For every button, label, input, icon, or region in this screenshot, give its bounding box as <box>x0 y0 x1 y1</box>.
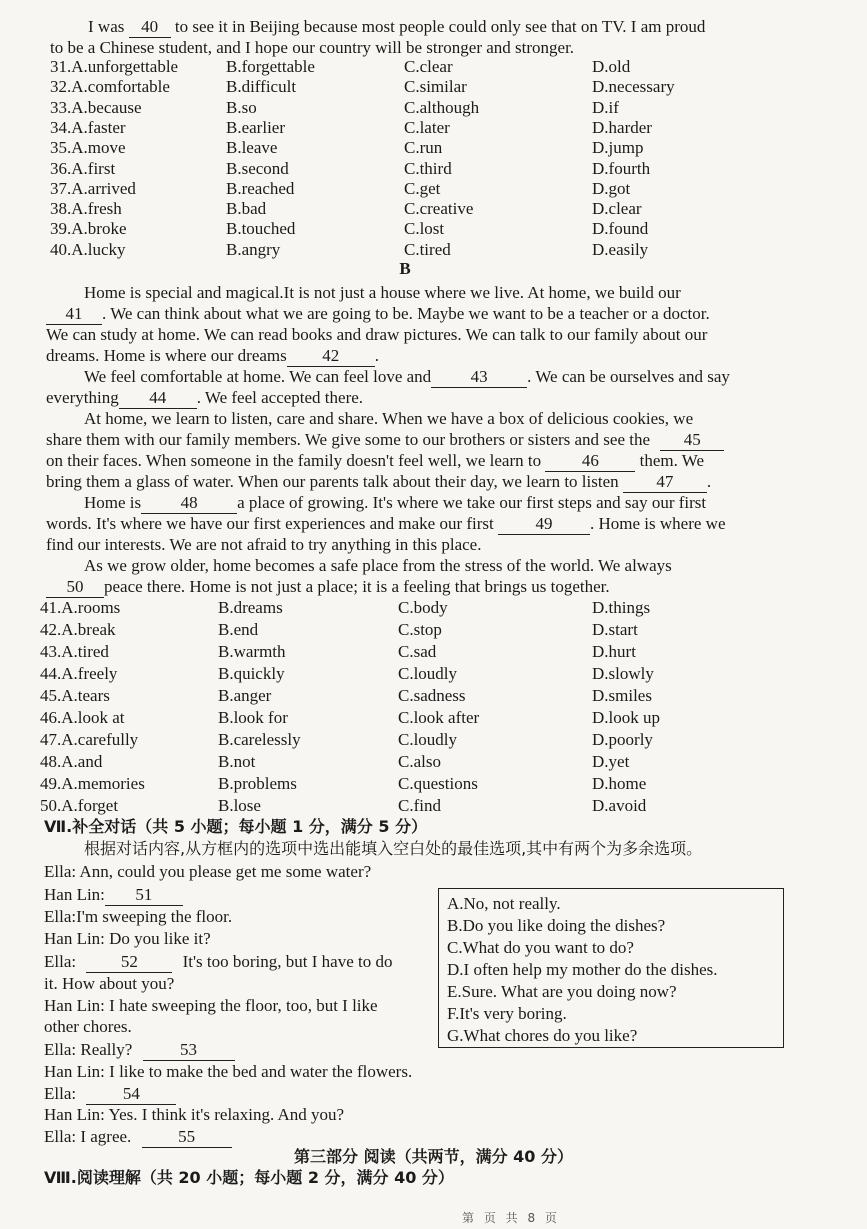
blank-53: 53 <box>143 1039 235 1061</box>
option-a: 46.A.look at <box>40 708 125 727</box>
option-c: C.similar <box>404 77 467 97</box>
option-b: B.so <box>226 97 257 117</box>
dialogue-line: other chores. <box>44 1017 132 1036</box>
dialogue-line <box>44 1039 235 1061</box>
passage-line: Home is special and magical.It is not just a house where we live. At home, we build our <box>84 283 681 302</box>
blank-54: 54 <box>86 1083 176 1105</box>
text: dreams. Home is where our dreams <box>46 346 287 365</box>
text: Ella: <box>44 952 77 971</box>
option-a: 40.A.lucky <box>50 239 126 259</box>
text: a place of growing. It's where we take our first steps and say our first <box>237 493 707 512</box>
option-d: D.poorly <box>592 730 653 749</box>
text: share them with our family members. We give some to our brothers or sisters and see the <box>46 430 651 449</box>
option-d: D.old <box>592 57 631 76</box>
option-c: C.find <box>398 796 441 815</box>
option-row <box>0 707 867 728</box>
box-option-e: E.Sure. What are you doing now? <box>447 982 677 1001</box>
option-b: B.dreams <box>218 598 283 617</box>
option-d: D.if <box>592 97 619 117</box>
text: Ella: Really? <box>44 1040 133 1059</box>
option-b: B.touched <box>226 219 296 239</box>
option-row <box>0 76 867 97</box>
text: I was <box>88 17 125 36</box>
option-d: D.smiles <box>592 686 652 705</box>
option-a: 37.A.arrived <box>50 178 136 198</box>
blank-43: 43 <box>431 366 527 388</box>
option-b: B.end <box>218 620 259 639</box>
blank-48: 48 <box>141 492 237 514</box>
box-option-d: D.I often help my mother do the dishes. <box>447 960 718 979</box>
dialogue-line <box>44 1126 232 1148</box>
text: . We feel accepted there. <box>196 388 364 407</box>
option-c: C.body <box>398 598 448 617</box>
option-b: B.quickly <box>218 664 285 683</box>
option-a: 33.A.because <box>50 97 142 117</box>
passage-line <box>46 513 726 535</box>
text: Ella: <box>44 1084 77 1103</box>
text: to see it in Beijing because most people could only see that on TV. I am proud <box>174 17 706 36</box>
passage-line: As we grow older, home becomes a safe place from the stress of the world. We always <box>84 556 672 575</box>
text: . Home is where we <box>590 514 726 533</box>
option-a: 43.A.tired <box>40 642 109 661</box>
dialogue-line: it. How about you? <box>44 974 175 993</box>
section-b-label: B <box>399 259 411 278</box>
blank-42: 42 <box>287 345 375 367</box>
option-row <box>0 218 867 239</box>
option-c: C.sadness <box>398 686 466 705</box>
option-row <box>0 597 867 618</box>
option-b: B.difficult <box>226 77 297 97</box>
option-a: 41.A.rooms <box>40 598 121 617</box>
passage-line: We can study at home. We can read books and draw pictures. We can talk to our family about our <box>46 325 708 344</box>
option-d: D.home <box>592 774 647 793</box>
option-d: D.look up <box>592 708 660 727</box>
option-c: C.stop <box>398 620 442 639</box>
option-d: D.found <box>592 219 649 239</box>
option-d: D.slowly <box>592 664 654 683</box>
text: . <box>706 472 712 491</box>
option-c: C.get <box>404 178 441 198</box>
option-a: 39.A.broke <box>50 219 127 239</box>
option-c: C.look after <box>398 708 480 727</box>
text: Home is <box>84 493 142 512</box>
dialogue-line: Han Lin: I like to make the bed and water the flowers. <box>44 1062 413 1081</box>
option-row <box>0 239 867 260</box>
dialogue-line: Han Lin: I hate sweeping the floor, too, but I like <box>44 996 378 1015</box>
box-option-f: F.It's very boring. <box>447 1004 567 1023</box>
blank-52: 52 <box>86 951 172 973</box>
option-d: D.clear <box>592 199 642 219</box>
text: them. We <box>639 451 705 470</box>
option-b: B.bad <box>226 199 267 219</box>
dialogue-line: Han Lin: Yes. I think it's relaxing. And you? <box>44 1105 345 1124</box>
text: Han Lin: <box>44 885 105 904</box>
option-a: 32.A.comfortable <box>50 77 170 97</box>
blank-55: 55 <box>142 1126 232 1148</box>
passage-line <box>84 366 730 388</box>
text: . <box>374 346 380 365</box>
option-row <box>0 729 867 750</box>
option-row <box>0 663 867 684</box>
option-b: B.carelessly <box>218 730 301 749</box>
option-a: 34.A.faster <box>50 117 126 137</box>
text: bring them a glass of water. When our parents talk about their day, we learn to listen <box>46 472 619 491</box>
part3-heading: 第三部分 阅读（共两节，满分 40 分） <box>294 1147 573 1166</box>
option-b: B.leave <box>226 138 278 158</box>
option-b: B.angry <box>226 239 281 259</box>
passage-line <box>46 345 379 367</box>
option-b: B.problems <box>218 774 297 793</box>
passage-line <box>46 429 724 451</box>
option-a: 45.A.tears <box>40 686 110 705</box>
option-row <box>0 158 867 179</box>
option-a: 44.A.freely <box>40 664 118 683</box>
option-row <box>0 178 867 199</box>
option-c: C.loudly <box>398 664 458 683</box>
blank-46: 46 <box>545 450 635 472</box>
text: . We can think about what we are going to be. Maybe we want to be a teacher or a doctor. <box>102 304 710 323</box>
passage-line <box>46 303 710 325</box>
option-b: B.earlier <box>226 117 285 137</box>
option-c: C.clear <box>404 57 453 76</box>
dialogue-line <box>44 951 392 973</box>
option-row <box>0 751 867 772</box>
option-b: B.not <box>218 752 256 771</box>
option-row <box>0 137 867 158</box>
text: words. It's where we have our first experiences and make our first <box>46 514 494 533</box>
option-d: D.jump <box>592 138 644 158</box>
option-b: B.reached <box>226 178 295 198</box>
blank-45: 45 <box>660 429 724 451</box>
option-d: D.fourth <box>592 158 651 178</box>
text: We feel comfortable at home. We can feel love and <box>84 367 432 386</box>
option-a: 38.A.fresh <box>50 199 122 219</box>
box-option-g: G.What chores do you like? <box>447 1026 638 1045</box>
section7-instruction: 根据对话内容,从方框内的选项中选出能填入空白处的最佳选项,其中有两个为多余选项。 <box>84 839 703 858</box>
passage-line <box>46 471 711 493</box>
option-row <box>0 641 867 662</box>
top-line-2: to be a Chinese student, and I hope our country will be stronger and stronger. <box>50 38 575 57</box>
dialogue-line: Han Lin: Do you like it? <box>44 929 211 948</box>
option-d: D.start <box>592 620 638 639</box>
section7-heading: Ⅶ.补全对话（共 5 小题；每小题 1 分，满分 5 分） <box>44 817 428 836</box>
option-b: B.lose <box>218 796 261 815</box>
option-row <box>0 795 867 816</box>
option-a: 31.A.unforgettable <box>50 57 179 76</box>
option-d: D.harder <box>592 117 652 137</box>
blank-41: 41 <box>46 303 102 325</box>
passage-line <box>84 492 706 514</box>
passage-line <box>46 387 363 409</box>
option-d: D.yet <box>592 752 630 771</box>
options-box <box>438 888 784 1048</box>
option-a: 42.A.break <box>40 620 116 639</box>
text: Ella: I agree. <box>44 1127 132 1146</box>
blank-50: 50 <box>46 576 104 598</box>
option-b: B.forgettable <box>226 57 315 76</box>
option-d: D.things <box>592 598 651 617</box>
blank-47: 47 <box>623 471 707 493</box>
passage-line <box>46 576 610 598</box>
passage-line <box>46 450 704 472</box>
text: on their faces. When someone in the family doesn't feel well, we learn to <box>46 451 542 470</box>
option-c: C.tired <box>404 239 451 259</box>
option-row <box>0 56 867 77</box>
text: It's too boring, but I have to do <box>182 952 393 971</box>
option-c: C.third <box>404 158 452 178</box>
option-a: 48.A.and <box>40 752 103 771</box>
option-row <box>0 198 867 219</box>
option-a: 49.A.memories <box>40 774 145 793</box>
option-c: C.also <box>398 752 441 771</box>
part3-subheading: Ⅷ.阅读理解（共 20 小题；每小题 2 分，满分 40 分） <box>44 1168 454 1187</box>
option-b: B.look for <box>218 708 288 727</box>
dialogue-line: Ella: Ann, could you please get me some water? <box>44 862 372 881</box>
text: peace there. Home is not just a place; it is a feeling that brings us together. <box>104 577 610 596</box>
option-d: D.hurt <box>592 642 636 661</box>
option-b: B.warmth <box>218 642 286 661</box>
dialogue-line <box>44 1083 176 1105</box>
text: . We can be ourselves and say <box>527 367 730 386</box>
box-option-c: C.What do you want to do? <box>447 938 634 957</box>
passage-line: At home, we learn to listen, care and share. When we have a box of delicious cookies, we <box>84 409 694 428</box>
option-b: B.anger <box>218 686 272 705</box>
option-c: C.loudly <box>398 730 458 749</box>
option-c: C.sad <box>398 642 437 661</box>
option-row <box>0 117 867 138</box>
option-a: 47.A.carefully <box>40 730 139 749</box>
dialogue-line: Ella:I'm sweeping the floor. <box>44 907 233 926</box>
option-c: C.although <box>404 97 480 117</box>
option-a: 50.A.forget <box>40 796 119 815</box>
top-line-1 <box>88 16 705 38</box>
blank-44: 44 <box>119 387 197 409</box>
option-row <box>0 773 867 794</box>
option-c: C.lost <box>404 219 445 239</box>
option-d: D.easily <box>592 239 649 259</box>
option-c: C.questions <box>398 774 478 793</box>
passage-line: find our interests. We are not afraid to try anything in this place. <box>46 535 482 554</box>
option-row <box>0 619 867 640</box>
box-option-b: B.Do you like doing the dishes? <box>447 916 666 935</box>
option-d: D.necessary <box>592 77 675 97</box>
blank-51: 51 <box>105 884 183 906</box>
box-option-a: A.No, not really. <box>447 894 561 913</box>
option-b: B.second <box>226 158 289 178</box>
option-c: C.later <box>404 117 450 137</box>
text: everything <box>46 388 119 407</box>
option-d: D.got <box>592 178 631 198</box>
blank-49: 49 <box>498 513 590 535</box>
option-row <box>0 97 867 118</box>
option-row <box>0 685 867 706</box>
blank-40: 40 <box>129 16 171 38</box>
option-c: C.creative <box>404 199 474 219</box>
option-a: 36.A.first <box>50 158 116 178</box>
dialogue-line <box>44 884 183 906</box>
option-d: D.avoid <box>592 796 647 815</box>
page-footer: 第 页 共 8 页 <box>462 1211 560 1225</box>
option-c: C.run <box>404 138 443 158</box>
option-a: 35.A.move <box>50 138 126 158</box>
